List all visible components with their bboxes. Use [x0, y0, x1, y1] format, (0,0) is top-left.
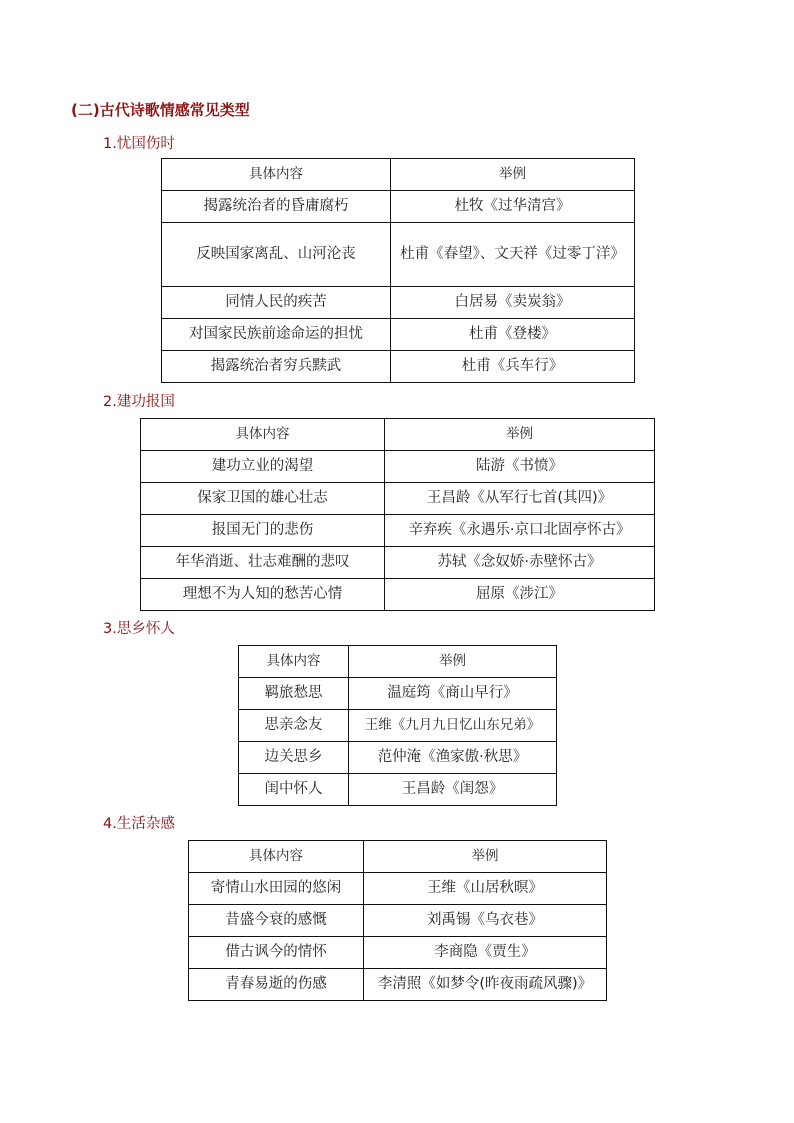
cell-example: 陆游《书愤》	[385, 451, 655, 483]
cell-example: 杜甫《春望》、文天祥《过零丁洋》	[391, 223, 635, 287]
table-row	[141, 451, 655, 483]
table-section-3	[238, 645, 557, 806]
cell-content: 同情人民的疾苦	[162, 287, 391, 319]
page-title: (二)古代诗歌情感常见类型	[71, 101, 250, 119]
cell-content: 边关思乡	[239, 742, 349, 774]
cell-example: 范仲淹《渔家傲·秋思》	[349, 742, 557, 774]
table-row	[239, 678, 557, 710]
table-row	[141, 483, 655, 515]
column-header-example: 举例	[349, 646, 557, 678]
table-section-2	[140, 418, 655, 611]
table-row	[162, 351, 635, 383]
cell-content: 寄情山水田园的悠闲	[189, 873, 364, 905]
column-header-content: 具体内容	[239, 646, 349, 678]
section-heading-1: 1.忧国伤时	[103, 136, 175, 152]
cell-example: 王维《九月九日忆山东兄弟》	[349, 710, 557, 742]
table-header-row	[189, 841, 607, 873]
table-row	[162, 191, 635, 223]
cell-example: 王昌龄《从军行七首(其四)》	[385, 483, 655, 515]
cell-content: 报国无门的悲伤	[141, 515, 385, 547]
cell-example: 杜甫《兵车行》	[391, 351, 635, 383]
column-header-example: 举例	[364, 841, 607, 873]
cell-example: 李商隐《贾生》	[364, 937, 607, 969]
table-section-1	[161, 158, 635, 383]
table-header-row	[141, 419, 655, 451]
table-row	[189, 905, 607, 937]
cell-example: 刘禹锡《乌衣巷》	[364, 905, 607, 937]
cell-example: 杜牧《过华清宫》	[391, 191, 635, 223]
cell-example: 王昌龄《闺怨》	[349, 774, 557, 806]
table-row	[141, 515, 655, 547]
table-row	[141, 547, 655, 579]
cell-content: 保家卫国的雄心壮志	[141, 483, 385, 515]
column-header-example: 举例	[391, 159, 635, 191]
cell-example: 王维《山居秋暝》	[364, 873, 607, 905]
cell-content: 借古讽今的情怀	[189, 937, 364, 969]
table-row	[239, 774, 557, 806]
cell-content: 揭露统治者的昏庸腐朽	[162, 191, 391, 223]
cell-example: 苏轼《念奴娇·赤壁怀古》	[385, 547, 655, 579]
section-heading-3: 3.思乡怀人	[103, 621, 175, 637]
table-row	[239, 742, 557, 774]
table-header-row	[239, 646, 557, 678]
cell-content: 理想不为人知的愁苦心情	[141, 579, 385, 611]
table-row	[189, 969, 607, 1001]
cell-content: 闺中怀人	[239, 774, 349, 806]
column-header-content: 具体内容	[189, 841, 364, 873]
table-section-4	[188, 840, 607, 1001]
table-row	[141, 579, 655, 611]
table-header-row	[162, 159, 635, 191]
table-row	[189, 873, 607, 905]
cell-content: 羁旅愁思	[239, 678, 349, 710]
column-header-content: 具体内容	[141, 419, 385, 451]
cell-content: 思亲念友	[239, 710, 349, 742]
cell-content: 反映国家离乱、山河沦丧	[162, 223, 391, 287]
cell-example: 杜甫《登楼》	[391, 319, 635, 351]
cell-example: 辛弃疾《永遇乐·京口北固亭怀古》	[385, 515, 655, 547]
cell-example: 屈原《涉江》	[385, 579, 655, 611]
cell-content: 揭露统治者穷兵黩武	[162, 351, 391, 383]
cell-content: 对国家民族前途命运的担忧	[162, 319, 391, 351]
section-heading-4: 4.生活杂感	[103, 816, 175, 832]
table-row	[189, 937, 607, 969]
cell-content: 建功立业的渴望	[141, 451, 385, 483]
table-row	[239, 710, 557, 742]
cell-example: 李清照《如梦令(昨夜雨疏风骤)》	[364, 969, 607, 1001]
cell-content: 年华消逝、壮志难酬的悲叹	[141, 547, 385, 579]
cell-example: 白居易《卖炭翁》	[391, 287, 635, 319]
cell-content: 昔盛今衰的感慨	[189, 905, 364, 937]
table-row	[162, 319, 635, 351]
cell-content: 青春易逝的伤感	[189, 969, 364, 1001]
section-heading-2: 2.建功报国	[103, 394, 175, 410]
cell-example: 温庭筠《商山早行》	[349, 678, 557, 710]
column-header-example: 举例	[385, 419, 655, 451]
table-row	[162, 287, 635, 319]
table-row	[162, 223, 635, 287]
column-header-content: 具体内容	[162, 159, 391, 191]
